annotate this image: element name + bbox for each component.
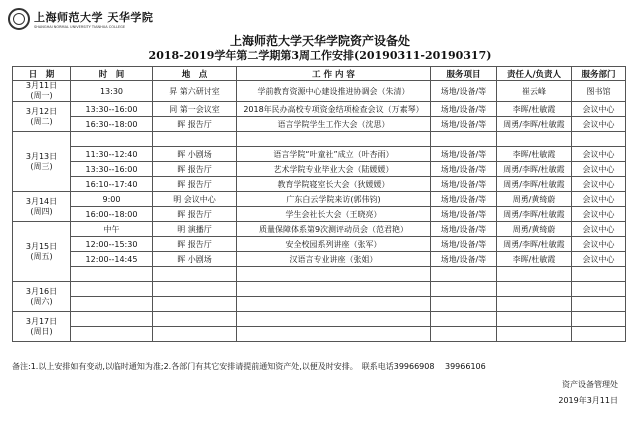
person-cell: 李晖/杜敏霞 bbox=[497, 147, 572, 162]
content-cell bbox=[237, 267, 431, 282]
time-cell: 16:30--18:00 bbox=[71, 117, 153, 132]
person-cell: 周勇/李晖/杜敏霞 bbox=[497, 177, 572, 192]
person-cell: 周勇/李晖/杜敏霞 bbox=[497, 237, 572, 252]
service-cell: 场地/设备/等 bbox=[431, 81, 497, 102]
dept-cell bbox=[572, 327, 626, 342]
table-row bbox=[13, 252, 626, 267]
table-row bbox=[13, 132, 626, 147]
person-cell bbox=[497, 297, 572, 312]
person-cell bbox=[497, 267, 572, 282]
date-cell bbox=[13, 222, 71, 282]
content-cell: 学生会社长大会（王晓亮） bbox=[237, 207, 431, 222]
place-cell: 晖 小剧场 bbox=[153, 252, 237, 267]
table-row bbox=[13, 117, 626, 132]
time-cell: 9:00 bbox=[71, 192, 153, 207]
table-row bbox=[13, 222, 626, 237]
person-cell: 周勇/黄绮蔚 bbox=[497, 222, 572, 237]
footer-note: 备注:1.以上安排如有变动,以临时通知为准;2.各部门有其它安排请提前通知资产处,以便及时安排。 联系电话39966908 39966106 bbox=[12, 362, 486, 371]
place-cell bbox=[153, 312, 237, 327]
content-cell bbox=[237, 132, 431, 147]
content-cell bbox=[237, 297, 431, 312]
service-cell bbox=[431, 282, 497, 297]
table-row bbox=[13, 81, 626, 102]
date-cell bbox=[13, 102, 71, 132]
weekday-label: (周日) bbox=[30, 326, 53, 336]
time-cell bbox=[71, 297, 153, 312]
service-cell: 场地/设备/等 bbox=[431, 237, 497, 252]
time-cell: 16:10--17:40 bbox=[71, 177, 153, 192]
schedule-table bbox=[12, 66, 626, 342]
date-label: 3月15日 bbox=[25, 241, 58, 251]
page-title: 上海师范大学天华学院资产设备处 bbox=[229, 34, 410, 48]
content-cell: 安全校园系列讲座（张军） bbox=[237, 237, 431, 252]
date-cell bbox=[13, 132, 71, 192]
dept-cell: 会议中心 bbox=[572, 252, 626, 267]
place-cell: 晖 报告厅 bbox=[153, 177, 237, 192]
content-cell bbox=[237, 312, 431, 327]
column-header-person: 责任人/负责人 bbox=[497, 67, 572, 81]
person-cell: 李晖/杜敏霞 bbox=[497, 252, 572, 267]
service-cell: 场地/设备/等 bbox=[431, 222, 497, 237]
column-header-dept: 服务部门 bbox=[572, 67, 626, 81]
weekday-label: (周一) bbox=[30, 91, 53, 100]
time-cell: 13:30--16:00 bbox=[71, 102, 153, 117]
dept-cell: 会议中心 bbox=[572, 207, 626, 222]
place-cell: 昇 第六研讨室 bbox=[153, 81, 237, 102]
time-cell bbox=[71, 132, 153, 147]
time-cell: 16:00--18:00 bbox=[71, 207, 153, 222]
date-label: 3月13日 bbox=[25, 151, 58, 161]
column-header-service: 服务项目 bbox=[431, 67, 497, 81]
column-header-place: 地 点 bbox=[153, 67, 237, 81]
date-cell bbox=[13, 312, 71, 342]
table-row bbox=[13, 102, 626, 117]
dept-cell: 会议中心 bbox=[572, 147, 626, 162]
time-cell: 12:00--15:30 bbox=[71, 237, 153, 252]
logo-english-name: SHANGHAI NORMAL UNIVERSITY TIANHUA COLLEGE bbox=[34, 25, 126, 29]
place-cell: 明 演播厅 bbox=[153, 222, 237, 237]
date-label: 3月14日 bbox=[25, 196, 58, 206]
time-cell: 中午 bbox=[71, 222, 153, 237]
content-cell: 语言学院学生工作大会（沈思） bbox=[237, 117, 431, 132]
dept-cell: 图书馆 bbox=[572, 81, 626, 102]
column-header-date: 日 期 bbox=[13, 67, 71, 81]
place-cell: 晖 报告厅 bbox=[153, 162, 237, 177]
table-header-row bbox=[13, 67, 626, 81]
table-row bbox=[13, 267, 626, 282]
service-cell: 场地/设备/等 bbox=[431, 207, 497, 222]
dept-cell: 会议中心 bbox=[572, 102, 626, 117]
college-logo bbox=[8, 6, 153, 32]
place-cell bbox=[153, 132, 237, 147]
dept-cell bbox=[572, 312, 626, 327]
service-cell: 场地/设备/等 bbox=[431, 102, 497, 117]
dept-cell bbox=[572, 297, 626, 312]
date-cell bbox=[13, 81, 71, 102]
place-cell bbox=[153, 297, 237, 312]
service-cell: 场地/设备/等 bbox=[431, 177, 497, 192]
table-row bbox=[13, 327, 626, 342]
dept-cell: 会议中心 bbox=[572, 177, 626, 192]
place-cell: 晖 报告厅 bbox=[153, 237, 237, 252]
content-cell: 语言学院“叶童社”成立（叶杏雨） bbox=[237, 147, 431, 162]
table-row bbox=[13, 192, 626, 207]
content-cell: 艺术学院专业毕业大会（陆媛媛） bbox=[237, 162, 431, 177]
person-cell bbox=[497, 282, 572, 297]
table-row bbox=[13, 282, 626, 297]
person-cell: 李晖/杜敏霞 bbox=[497, 102, 572, 117]
service-cell: 场地/设备/等 bbox=[431, 252, 497, 267]
issue-date: 2019年3月11日 bbox=[558, 396, 618, 405]
service-cell: 场地/设备/等 bbox=[431, 147, 497, 162]
time-cell bbox=[71, 267, 153, 282]
logo-chinese-name: 上海师范大学 天华学院 bbox=[34, 11, 154, 24]
table-row bbox=[13, 162, 626, 177]
time-cell: 13:30--16:00 bbox=[71, 162, 153, 177]
content-cell: 学前教育资源中心建设推进协调会（朱清） bbox=[237, 81, 431, 102]
time-cell bbox=[71, 312, 153, 327]
dept-cell: 会议中心 bbox=[572, 117, 626, 132]
issuing-department: 资产设备管理处 bbox=[562, 380, 618, 389]
service-cell: 场地/设备/等 bbox=[431, 162, 497, 177]
content-cell: 汉语言专业讲座（张姐） bbox=[237, 252, 431, 267]
person-cell: 周勇/李晖/杜敏霞 bbox=[497, 207, 572, 222]
date-cell bbox=[13, 192, 71, 222]
column-header-time: 时 间 bbox=[71, 67, 153, 81]
dept-cell: 会议中心 bbox=[572, 162, 626, 177]
service-cell bbox=[431, 297, 497, 312]
date-label: 3月11日 bbox=[25, 81, 58, 90]
date-cell bbox=[13, 282, 71, 312]
service-cell bbox=[431, 132, 497, 147]
person-cell: 周勇/李晖/杜敏霞 bbox=[497, 162, 572, 177]
service-cell bbox=[431, 327, 497, 342]
time-cell: 13:30 bbox=[71, 81, 153, 102]
place-cell: 晖 小剧场 bbox=[153, 147, 237, 162]
schedule-body bbox=[13, 81, 626, 342]
dept-cell: 会议中心 bbox=[572, 192, 626, 207]
content-cell: 质量保障体系第9次测评动员会（范君艳） bbox=[237, 222, 431, 237]
person-cell: 崔云峰 bbox=[497, 81, 572, 102]
college-seal-icon bbox=[8, 8, 30, 30]
dept-cell bbox=[572, 282, 626, 297]
person-cell: 周勇/李晖/杜敏霞 bbox=[497, 117, 572, 132]
content-cell bbox=[237, 282, 431, 297]
weekday-label: (周三) bbox=[30, 161, 53, 171]
page-subtitle: 2018-2019学年第二学期第3周工作安排(20190311-20190317) bbox=[148, 49, 492, 62]
place-cell bbox=[153, 327, 237, 342]
time-cell bbox=[71, 282, 153, 297]
date-label: 3月12日 bbox=[25, 106, 58, 116]
service-cell bbox=[431, 312, 497, 327]
table-row bbox=[13, 147, 626, 162]
weekday-label: (周六) bbox=[30, 296, 53, 306]
date-label: 3月16日 bbox=[25, 286, 58, 296]
person-cell bbox=[497, 312, 572, 327]
place-cell: 晖 报告厅 bbox=[153, 207, 237, 222]
place-cell: 同 第一会议室 bbox=[153, 102, 237, 117]
weekday-label: (周五) bbox=[30, 251, 53, 261]
table-row bbox=[13, 177, 626, 192]
service-cell: 场地/设备/等 bbox=[431, 192, 497, 207]
table-row bbox=[13, 237, 626, 252]
place-cell bbox=[153, 282, 237, 297]
dept-cell: 会议中心 bbox=[572, 222, 626, 237]
person-cell bbox=[497, 327, 572, 342]
person-cell: 周勇/黄绮蔚 bbox=[497, 192, 572, 207]
time-cell: 11:30--12:40 bbox=[71, 147, 153, 162]
table-row bbox=[13, 207, 626, 222]
weekday-label: (周二) bbox=[30, 116, 53, 126]
content-cell: 教育学院寝室长大会（狄媛媛） bbox=[237, 177, 431, 192]
dept-cell bbox=[572, 267, 626, 282]
content-cell: 2018年民办高校专项资金结项检查会议（万素琴） bbox=[237, 102, 431, 117]
time-cell: 12:00--14:45 bbox=[71, 252, 153, 267]
service-cell: 场地/设备/等 bbox=[431, 117, 497, 132]
place-cell: 晖 报告厅 bbox=[153, 117, 237, 132]
table-row bbox=[13, 312, 626, 327]
person-cell bbox=[497, 132, 572, 147]
column-header-content: 工 作 内 容 bbox=[237, 67, 431, 81]
dept-cell bbox=[572, 132, 626, 147]
place-cell: 明 会议中心 bbox=[153, 192, 237, 207]
date-label: 3月17日 bbox=[25, 316, 58, 326]
weekday-label: (周四) bbox=[30, 206, 53, 216]
content-cell: 广东白云学院来访(郭伟钧) bbox=[237, 192, 431, 207]
service-cell bbox=[431, 267, 497, 282]
content-cell bbox=[237, 327, 431, 342]
place-cell bbox=[153, 267, 237, 282]
time-cell bbox=[71, 327, 153, 342]
dept-cell: 会议中心 bbox=[572, 237, 626, 252]
table-row bbox=[13, 297, 626, 312]
